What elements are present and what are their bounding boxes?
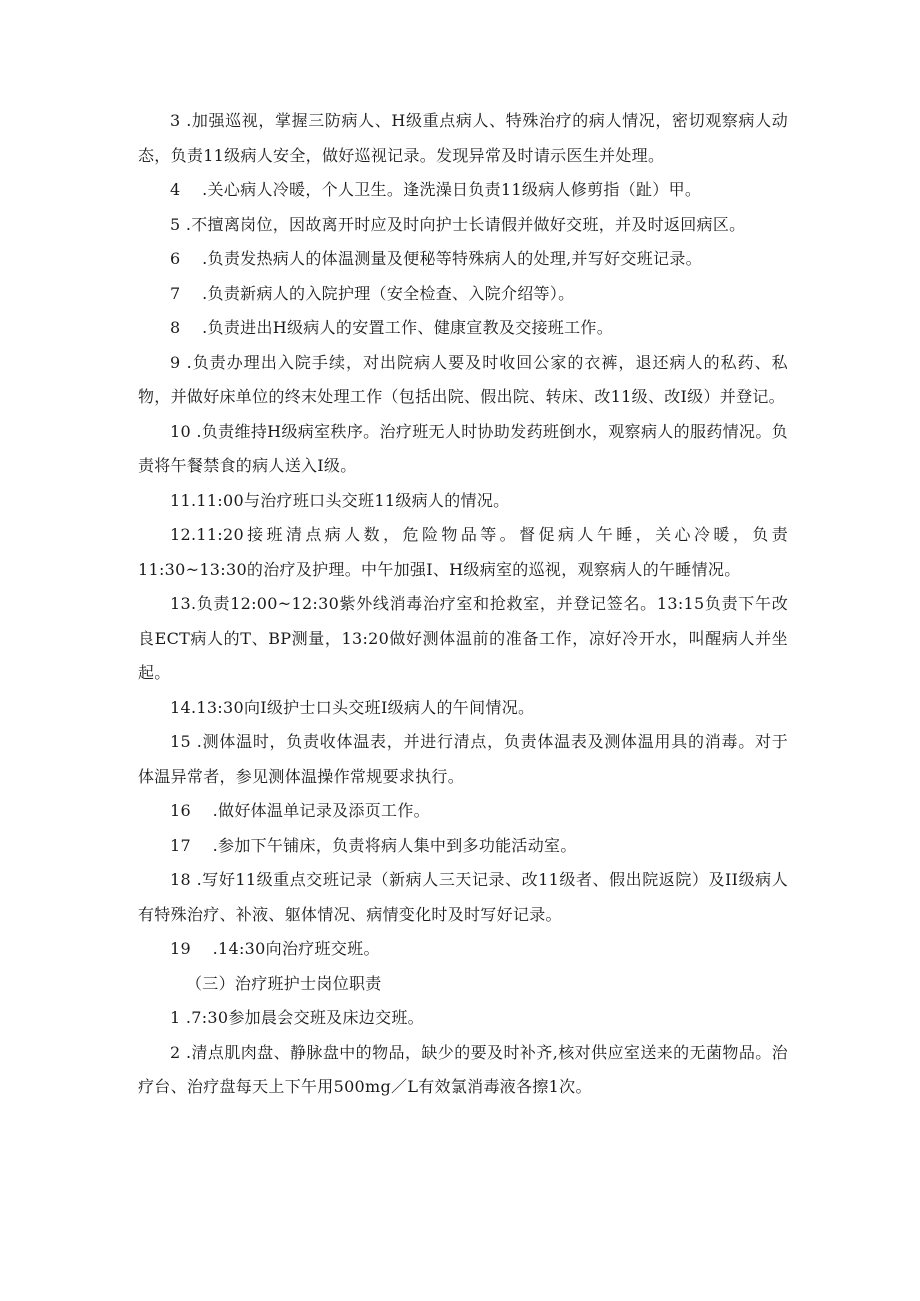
paragraph-14: 14.13:30向Ⅰ级护士口头交班Ⅰ级病人的午间情况。 (170, 697, 535, 717)
paragraph-12: 12.11:20接班清点病人数，危险物品等。督促病人午睡，关心冷暖，负责11:30~13:30的治疗及护理。中午加强Ⅰ、H级病室的巡视，观察病人的午睡情况。 (138, 525, 788, 579)
paragraph-3: 3 .加强巡视，掌握三防病人、H级重点病人、特殊治疗的病人情况，密切观察病人动态，负责11级病人安全，做好巡视记录。发现异常及时请示医生并处理。 (138, 111, 788, 165)
paragraph-5: 5 .不擅离岗位，因故离开时应及时向护士长请假并做好交班，并及时返回病区。 (170, 214, 746, 234)
section-paragraph-2: 2 .清点肌肉盘、静脉盘中的物品，缺少的要及时补齐,核对供应室送来的无菌物品。治疗台、治疗盘每天上下午用500mg／L有效氯消毒液各擦1次。 (138, 1042, 788, 1096)
paragraph-11: 11.11:00与治疗班口头交班11级病人的情况。 (170, 490, 510, 510)
paragraph-9: 9 .负责办理出入院手续，对出院病人要及时收回公家的衣裤，退还病人的私药、私物，并做好床单位的终末处理工作（包括出院、假出院、转床、改11级、改Ⅰ级）并登记。 (138, 352, 788, 406)
section-paragraph-1: 1 .7:30参加晨会交班及床边交班。 (170, 1008, 424, 1027)
paragraph-10: 10 .负责维持H级病室秩序。治疗班无人时协助发药班倒水，观察病人的服药情况。负责将午餐禁食的病人送入Ⅰ级。 (138, 421, 788, 475)
paragraph-16: 16 .做好体温单记录及添页工作。 (170, 801, 430, 820)
section-heading: （三）治疗班护士岗位职责 (186, 973, 382, 993)
paragraph-17: 17 .参加下午铺床，负责将病人集中到多功能活动室。 (170, 835, 577, 855)
document-page (138, 104, 788, 1105)
paragraph-15: 15 .测体温时，负责收体温表，并进行清点，负责体温表及测体温用具的消毒。对于体温异常者，参见测体温操作常规要求执行。 (138, 732, 788, 786)
paragraph-4: 4 .关心病人冷暖，个人卫生。逢洗澡日负责11级病人修剪指（趾）甲。 (170, 180, 702, 199)
paragraph-7: 7 .负责新病人的入院护理（安全检查、入院介绍等）。 (170, 283, 575, 303)
paragraph-19: 19 .14:30向治疗班交班。 (170, 939, 380, 958)
paragraph-13: 13.负责12:00~12:30紫外线消毒治疗室和抢救室，并登记签名。13:15负责下午改良ECT病人的T、BP测量，13:20做好测体温前的准备工作，凉好冷开水，叫醒病人并坐起。 (138, 594, 788, 682)
paragraph-6: 6 .负责发热病人的体温测量及便秘等特殊病人的处理,并写好交班记录。 (170, 249, 702, 268)
paragraph-18: 18 .写好11级重点交班记录（新病人三天记录、改11级者、假出院返院）及II级病人有特殊治疗、补液、躯体情况、病情变化时及时写好记录。 (138, 870, 788, 924)
paragraph-8: 8 .负责进出H级病人的安置工作、健康宣教及交接班工作。 (170, 318, 614, 337)
